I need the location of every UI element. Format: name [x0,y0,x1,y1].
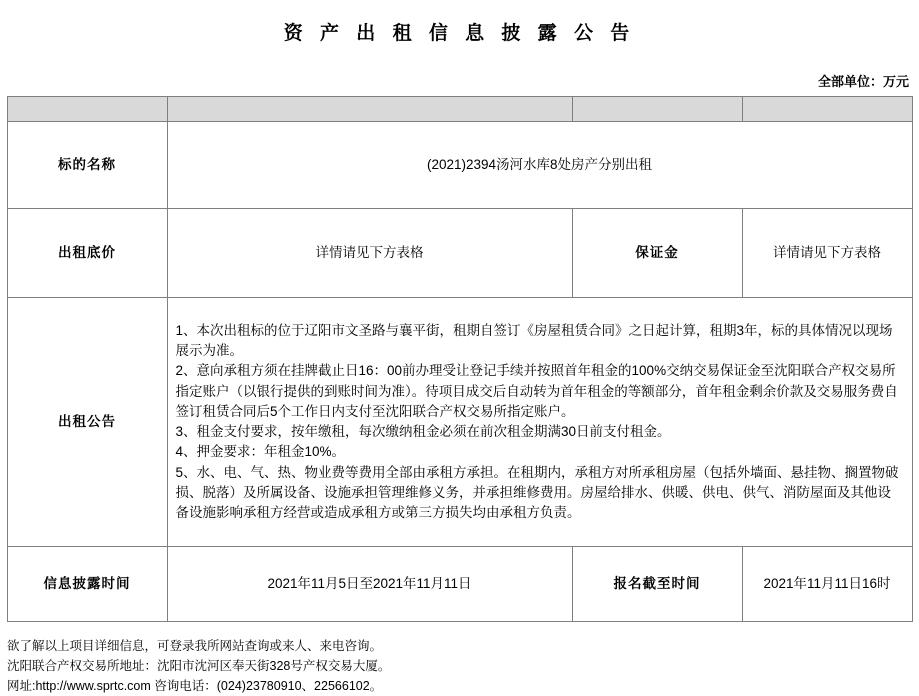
label-asset-name: 标的名称 [7,122,167,209]
header-bar-cell-4 [742,97,912,122]
value-deposit: 详情请见下方表格 [742,209,912,298]
unit-note: 全部单位：万元 [817,74,909,89]
page-title: 资 产 出 租 信 息 披 露 公 告 [283,23,636,44]
table-row-time [7,547,912,622]
notice-line-4: 4、押金要求：年租金10%。 [175,444,346,460]
value-asset-name: (2021)2394汤河水库8处房产分别出租 [167,122,912,209]
value-notice [167,298,912,547]
footer-line-1: 欲了解以上项目详细信息，可登录我所网站查询或来人、来电咨询。 [7,639,383,653]
table-header-bar [7,97,912,122]
value-disclosure-time: 2021年11月5日至2021年11月11日 [167,547,572,622]
notice-line-3: 3、租金支付要求，按年缴租，每次缴纳租金必须在前次租金期满30日前支付租金。 [175,424,671,439]
footer-phone: 咨询电话：(024)23780910、22566102。 [154,679,383,693]
notice-line-2: 2、意向承租方须在挂牌截止日16：00前办理受让登记手续并按照首年租金的100%交纳交易保证金至沈阳联合产权交易所指定账户（以银行提供的到账时间为准）。待项目成交后自动转为首年租金的等额部分，首年租金剩余价款及交易服务费自签订租赁合同后5个工作日内支付至沈阳联合产权交易所指定账户。 [175,363,898,419]
footer-line-3 [7,676,912,696]
label-disclosure-time: 信息披露时间 [7,547,167,622]
document-page [0,18,919,693]
header-bar-cell-2 [167,97,572,122]
label-base-price: 出租底价 [7,209,167,298]
label-registration-deadline: 报名截至时间 [572,547,742,622]
table-row-name [7,122,912,209]
notice-line-5: 5、水、电、气、热、物业费等费用全部由承租方承担。在租期内，承租方对所承租房屋（包括外墙面、悬挂物、搁置物破损、脱落）及所属设备、设施承担管理维修义务，并承担维修费用。房屋给排水、供暖、供电、供气、消防屋面及其他设备设施影响承租方经营或造成承租方或第三方损失均由承租方负责。 [175,464,899,520]
table-row-notice [7,298,912,547]
label-notice: 出租公告 [7,298,167,547]
value-base-price: 详情请见下方表格 [167,209,572,298]
header-bar-cell-1 [7,97,167,122]
header-bar-cell-3 [572,97,742,122]
footer-line-2: 沈阳联合产权交易所地址：沈阳市沈河区奉天街328号产权交易大厦。 [7,659,391,673]
notice-line-1: 1、本次出租标的位于辽阳市文圣路与襄平街，租期自签订《房屋租赁合同》之日起计算，租期3年，标的具体情况以现场展示为准。 [175,322,893,358]
value-registration-deadline: 2021年11月11日16时 [742,547,912,622]
disclosure-table [7,96,913,622]
footer-website: 网址:http://www.sprtc.com [7,679,151,693]
table-row-price [7,209,912,298]
footer-notes [7,636,912,696]
label-deposit: 保证金 [572,209,742,298]
